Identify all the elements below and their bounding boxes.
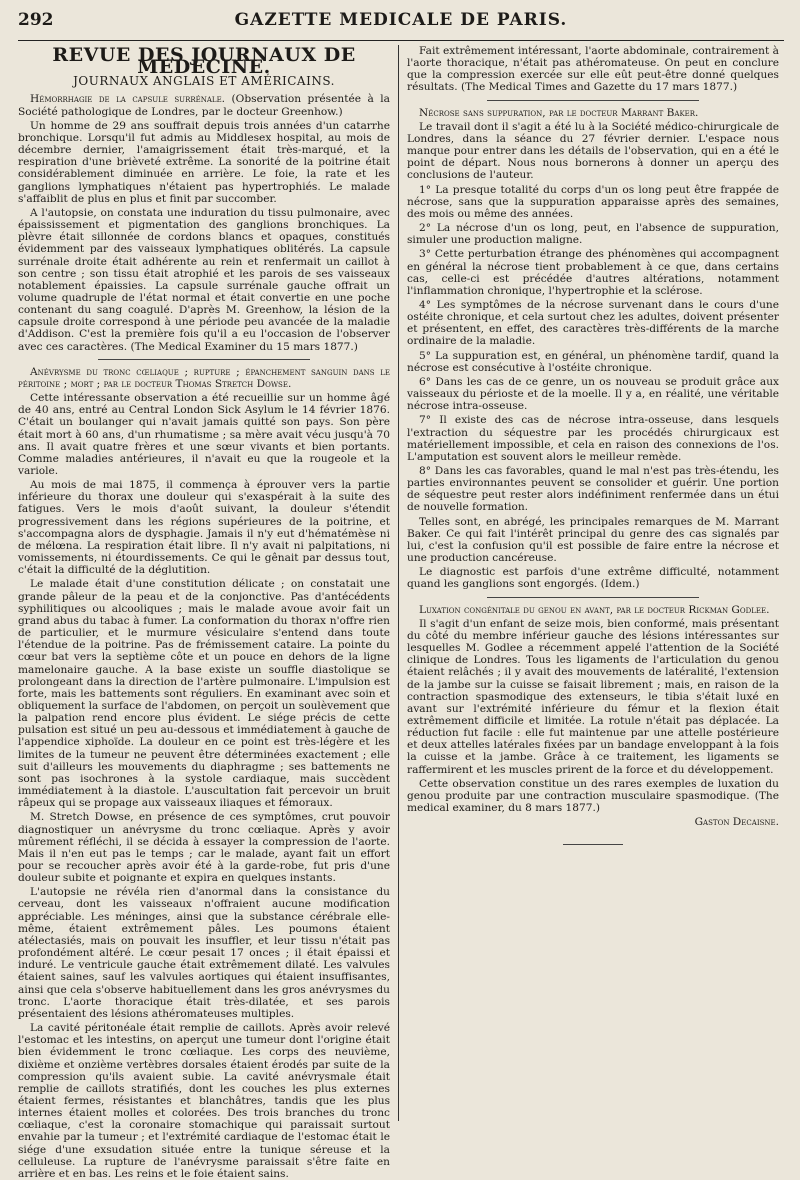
paragraph: Le diagnostic est parfois d'une extrême difficulté, notamment quand les ganglions sont engorgés. (Idem.) [407,566,779,591]
article-heading [18,366,390,390]
conclusion-item: 7° Il existe des cas de nécrose intra-osseuse, dans lesquels l'extraction du séquestre par les procédés chirurgicaux est matériellement impossible, et cela en raison des connexions de l'os. L'amputation est souvent alors le meilleur remède. [407,414,779,463]
divider [487,597,699,598]
divider [98,359,310,360]
paragraph: Au mois de mai 1875, il commença à éprouver vers la partie inférieure du thorax une douleur qui s'exaspérait à la suite des fatigues. Vers le mois d'août suivant, la douleur s'étendit progressivement dans les régions supérieures de la poitrine, et s'accompagna alors de dysphagie. Jamais il n'y eut d'hématémèse ni de mélœna. La respiration était libre. Il n'y avait ni palpitations, ni vomissements, ni étourdissements. Ce qui le gênait par dessus tout, c'était la difficulté de la déglutition. [18,479,390,577]
right-column [407,45,779,1121]
article-title: Nécrose sans suppuration, [419,106,546,119]
article-title: Hémorrhagie de la capsule surrénale. [30,93,226,106]
article-author: par le docteur Thomas Stretch Dowse. [103,377,292,390]
article-author: par le docteur Marrant Baker. [549,106,699,119]
page-number: 292 [18,10,54,30]
paragraph: A l'autopsie, on constata une induration du tissu pulmonaire, avec épaississement et pigmentation des ganglions bronchiques. La plèvre était sillonnée de cordons blancs et opaques, constitués évidemment par des vaisseaux lymphatiques oblitérés. La capsule surrénale droite était adhérente au rein et renfermait un caillot à son centre ; son tissu était atrophié et les parois de ses vaisseaux notablement épaissies. La capsule surrénale gauche offrait un volume quadruple de l'état normal et était convertie en une poche contenant du sang coagulé. D'après M. Greenhow, la lésion de la capsule droite correspond à une période peu avancée de la maladie d'Addison. C'est la première fois qu'il a eu l'occasion de l'observer avec ces caractères. (The Medical Examiner du 15 mars 1877.) [18,206,390,353]
paragraph: Cette intéressante observation a été recueillie sur un homme âgé de 40 ans, entré au Central London Sick Asylum le 14 février 1876. C'était un boulanger qui n'avait jamais quitté son pays. Son père était mort à 60 ans, d'un rhumatisme ; sa mère avait vécu jusqu'à 70 ans. Il avait quatre frères et une sœur vivants et bien portants. Comme maladies antérieures, il n'avait eu que la rougeole et la variole. [18,392,390,477]
left-column [18,44,390,1180]
conclusion-item: 5° La suppuration est, en général, un phénomène tardif, quand la nécrose est consécutive à l'ostéite chronique. [407,349,779,374]
article-title: Anévrysme du tronc cœliaque ; rupture ; épanchement sanguin dans le péritoine ; mort ; [18,365,390,390]
article-title: Luxation congénitale du genou en avant, [419,603,614,616]
paragraph: Telles sont, en abrégé, les principales remarques de M. Marrant Baker. Ce qui fait l'intérêt principal du genre des cas signalés par lui, c'est la confusion qu'il est possible de faire entre la nécrose et une production cancéreuse. [407,515,779,565]
divider [487,100,699,101]
conclusion-item: 4° Les symptômes de la nécrose survenant dans le cours d'une ostéite chronique, et cela surtout chez les adultes, doivent présenter et présentent, en effet, des caractères très-différents de la marche ordinaire de la maladie. [407,298,779,348]
column-rule [398,45,399,1121]
paragraph: Fait extrêmement intéressant, l'aorte abdominale, contrairement à l'aorte thoracique, n'était pas athéromateuse. On peut en conclure que la compression exercée sur elle eût peut-être donné quelques résultats. (The Medical Times and Gazette du 17 mars 1877.) [407,45,779,94]
paragraph: Cette observation constitue un des rares exemples de luxation du genou produite par une contraction musculaire spasmodique. (The medical examiner, du 8 mars 1877.) [407,777,779,815]
article-author: par le docteur Rickman Godlee. [616,603,770,616]
section-subtitle: JOURNAUX ANGLAIS ET AMÉRICAINS. [73,74,335,89]
conclusion-item: 1° La presque totalité du corps d'un os long peut être frappée de nécrose, sans que la suppuration apparaisse après des semaines, des mois ou même des années. [407,183,779,220]
end-divider [563,844,623,845]
section-title: REVUE DES JOURNAUX DE MEDECINE. [52,44,356,79]
article-subtitle: (Observation présentée à la Société pathologique de Londres, par le docteur Greenhow.) [18,93,390,118]
article-heading [18,93,390,117]
paragraph: M. Stretch Dowse, en présence de ces symptômes, crut pouvoir diagnostiquer un anévrysme du tronc cœliaque. Après y avoir mûrement réfléchi, il se décida à essayer la compression de l'aorte. Mais il n'en eut pas le temps ; car le malade, ayant fait un effort pour se recoucher après avoir été à la garde-robe, fut pris d'une douleur subite et poignante et expira en quelques instants. [18,811,390,885]
journal-title: GAZETTE MEDICALE DE PARIS. [234,10,568,30]
paragraph: L'autopsie ne révéla rien d'anormal dans la consistance du cerveau, dont les vaisseaux n'offraient aucune modification appréciable. Les méninges, ainsi que la substance cérébrale elle-même, étaient extrêmement pâles. Les poumons étaient atélectasiés, mais on pouvait les insuffler, et leur tissu n'était pas profondément altéré. Le cœur pesait 17 onces ; il était épaissi et induré. Le ventricule gauche était extrêmement dilaté. Les valvules étaient saines, sauf les valvules aortiques qui étaient insuffisantes, ainsi que cela s'observe habituellement dans les gros anévrysmes du tronc. L'aorte thoracique était très-dilatée, et ses parois présentaient des lésions athéromateuses multiples. [18,886,390,1020]
article-heading [407,107,779,119]
paragraph: Le travail dont il s'agit a été lu à la Société médico-chirurgicale de Londres, dans la séance du 27 février dernier. L'espace nous manque pour entrer dans les détails de l'observation, qui en a été le point de départ. Nous nous bornerons à donner un aperçu des conclusions de l'auteur. [407,120,779,182]
page-header [18,10,784,41]
paragraph: Le malade était d'une constitution délicate ; on constatait une grande pâleur de la peau et de la conjonctive. Pas d'antécédents syphilitiques ou alcooliques ; mais le malade avoue avoir fait un grand abus du tabac à fumer. La conformation du thorax n'offre rien de particulier, et le murmure vésiculaire s'entend dans toute l'étendue de la poitrine. Pas de frémissement cataire. La pointe du cœur bat vers la septième côte et un pouce en dehors de la ligne mamelonaire gauche. A la base existe un souffle diastolique se prolongeant dans la direction de l'artère pulmonaire. L'impulsion est forte, mais les battements sont réguliers. En examinant avec soin et obliquement la surface de l'abdomen, on perçoit un soulèvement que la palpation rend encore plus évident. Le siége précis de cette pulsation est situé un peu au-dessous et immédiatement à gauche de l'appendice xiphoïde. La douleur en ce point est très-légère et les limites de la tumeur ne peuvent être déterminées exactement ; elle suit d'ailleurs les mouvements du diaphragme ; ses battements ne sont pas isochrones à la systole cardiaque, mais succèdent immédiatement à la diastole. L'auscultation fait percevoir un bruit râpeux qui se propage aux vaisseaux iliaques et fémoraux. [18,578,390,810]
signature: Gaston Decaisne. [694,816,779,829]
conclusion-item: 3° Cette perturbation étrange des phénomènes qui accompagnent en général la nécrose tient probablement à ce que, dans certains cas, celle-ci est précédée d'autres altérations, notamment l'inflammation chronique, l'hypertrophie et la sclérose. [407,248,779,297]
article-heading [407,604,779,616]
conclusion-item: 8° Dans les cas favorables, quand le mal n'est pas très-étendu, les parties environnantes peuvent se consolider et guérir. Une portion de séquestre peut rester alors indéfiniment renfermée dans un étui de nouvelle formation. [407,465,779,514]
paragraph: Il s'agit d'un enfant de seize mois, bien conformé, mais présentant du côté du membre inférieur gauche des lésions intéressantes sur lesquelles M. Godlee a récemment appelé l'attention de la Société clinique de Londres. Tous les ligaments de l'articulation du genou étaient relâchés ; il y avait des mouvements de latéralité, l'extension de la jambe sur la cuisse se faisait librement ; mais, en raison de la contraction spasmodique des extenseurs, le tibia s'était luxé en avant sur l'extrémité inférieure du fémur et la flexion était extrêmement difficile et limitée. La rotule n'était pas déplacée. La réduction fut facile : elle fut maintenue par une attelle postérieure et deux attelles latérales fixées par un bandage enveloppant à la fois la cuisse et la jambe. Grâce à ce traitement, les ligaments se raffermirent et les muscles prirent de la force et du développement. [407,617,779,776]
paragraph: La cavité péritonéale était remplie de caillots. Après avoir relevé l'estomac et les intestins, on aperçut une tumeur dont l'origine était bien évidemment le tronc cœliaque. Les corps des neuvième, dixième et onzième vertèbres dorsales étaient érodés par suite de la compression qu'ils avaient subie. La cavité anévrysmale était remplie de caillots stratifiés, dont les couches les plus externes étaient fermes, résistantes et blanchâtres, tandis que les plus internes étaient molles et colorées. Des trois branches du tronc cœliaque, c'est la coronaire stomachique qui paraissait surtout envahie par la tumeur ; et l'extrémité cardiaque de l'estomac était le siége d'une exsudation située entre la tunique séreuse et la celluleuse. La rupture de l'anévrysme paraissait s'être faite en arrière et en bas. Les reins et le foie étaient sains. [18,1022,390,1180]
conclusion-item: 2° La nécrose d'un os long, peut, en l'absence de suppuration, simuler une production maligne. [407,222,779,247]
paragraph: Un homme de 29 ans souffrait depuis trois années d'un catarrhe bronchique. Lorsqu'il fut admis au Middlesex hospital, au mois de décembre dernier, l'amaigrissement était très-marqué, et la respiration d'une brièveté extrême. La sonorité de la poitrine était considérablement diminuée en arrière. Le foie, la rate et les ganglions lymphatiques n'étaient pas hypertrophiés. Le malade s'affaiblit de plus en plus et finit par succomber. [18,119,390,205]
two-column-body [18,44,784,1180]
conclusion-item: 6° Dans les cas de ce genre, un os nouveau se produit grâce aux vaisseaux du périoste et de la moelle. Il y a, en réalité, une véritable nécrose intra-osseuse. [407,375,779,413]
